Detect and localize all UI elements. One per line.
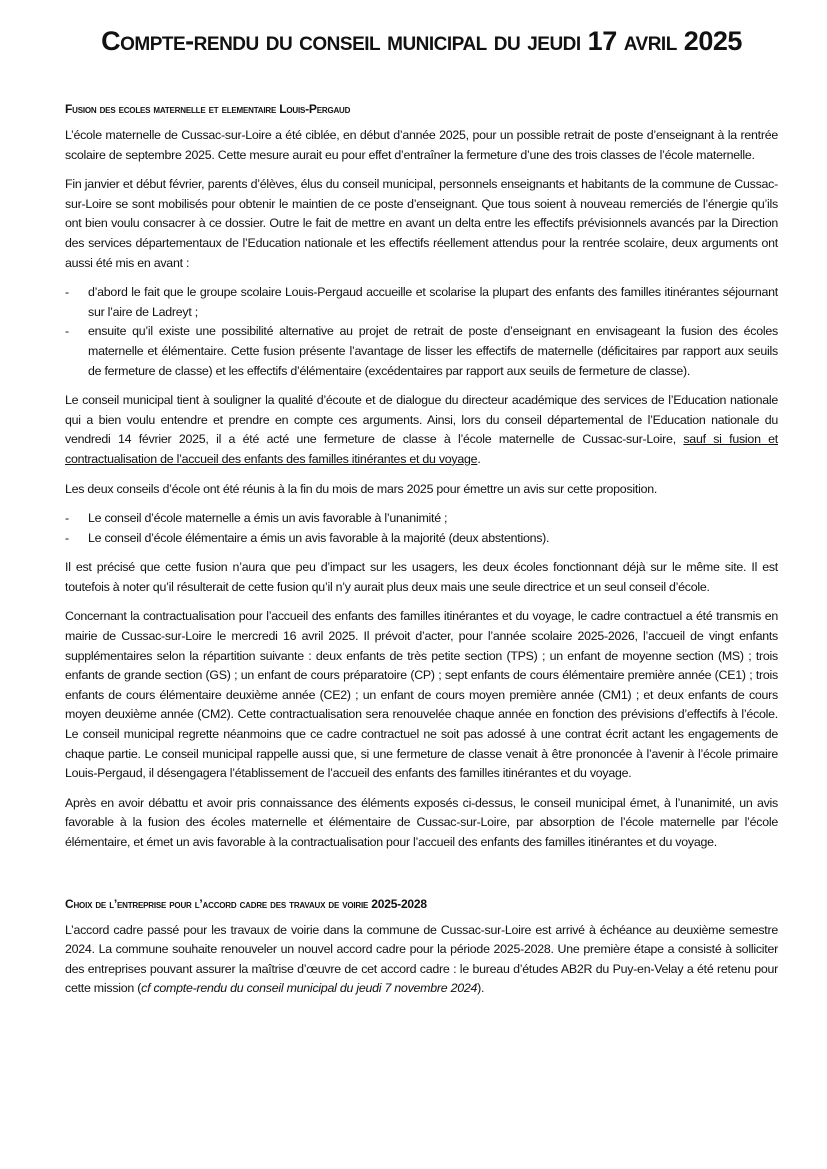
list-item [65,283,778,322]
list-item-text: Le conseil d’école maternelle a émis un avis favorable à l’unanimité ; [88,511,448,526]
dash-bullet: - [65,285,69,300]
section-road-works [65,897,778,999]
text: Le conseil municipal tient à souligner la qualité d’écoute et de dialogue du directeur académique des services de l’Education nationale qui a bien voulu entendre et prendre en compte ces arguments. Ainsi, lors du conseil départemental de l’Education nationale du vendredi 14 février 2025, il a été acté une fermeture de classe à l’école maternelle de Cussac-sur-Loire, [65,393,778,447]
text: ). [477,981,485,996]
list-item [65,529,778,549]
paragraph: Concernant la contractualisation pour l’accueil des enfants des familles itinérantes et du voyage, le cadre contractuel a été transmis en mairie de Cussac-sur-Loire le mercredi 16 avril 2025. Il prévoit d’acter, pour l’année scolaire 2025-2026, l’accueil de vingt enfants supplémentaires selon la répartition suivante : deux enfants de très petite section (TPS) ; un enfant de moyenne section (MS) ; trois enfants de grande section (GS) ; un enfant de cours préparatoire (CP) ; sept enfants de cours élémentaire première année (CE1) ; trois enfants de cours élémentaire deuxième année (CE2) ; un enfant de cours moyen première année (CM1) ; et deux enfants de cours moyen deuxième année (CM2). Cette contractualisation sera renouvelée chaque année en fonction des prévisions d’effectifs à l’école. Le conseil municipal regrette néanmoins que ce cadre contractuel ne soit pas adossé à une contrat écrit actant les engagements de chaque partie. Le conseil municipal rappelle aussi que, si une fermeture de classe venait à être prononcée à l’avenir à l’école primaire Louis-Pergaud, il désengagera l’établissement de l’accueil des enfants des familles itinérantes et du voyage. [65,609,778,781]
paragraph: Les deux conseils d’école ont été réunis à la fin du mois de mars 2025 pour émettre un avis sur cette proposition. [65,481,658,496]
list-item-text: d’abord le fait que le groupe scolaire Louis-Pergaud accueille et scolarise la plupart des enfants des familles itinérantes séjournant sur l’aire de Ladreyt ; [88,285,778,319]
paragraph: Il est précisé que cette fusion n’aura que peu d’impact sur les usagers, les deux écoles fonctionnant déjà sur le même site. Il est toutefois à noter qu’il résulterait de cette fusion qu’il n’y aurait plus deux mais une seule directrice et un seul conseil d’école. [65,560,778,594]
dash-bullet: - [65,324,69,339]
text: L’accord cadre passé pour les travaux de voirie dans la commune de Cussac-sur-Loire est arrivé à échéance au deuxième semestre 2024. La commune souhaite renouveler un nouvel accord cadre pour la période 2025-2028. Une première étape a consisté à solliciter des entreprises pouvant assurer la maîtrise d’œuvre de cet accord cadre : le bureau d’études AB2R du Puy-en-Velay a été retenu pour cette mission ( [65,922,778,996]
list-item-text: Le conseil d’école élémentaire a émis un avis favorable à la majorité (deux abstentions). [88,530,550,545]
list-item-text: ensuite qu’il existe une possibilité alternative au projet de retrait de poste d’enseignant en envisageant la fusion des écoles maternelle et élémentaire. Cette fusion présente l’avantage de lisser les effectifs de maternelle (déficitaires par rapport aux seuils de fermeture de classe) et les effectifs d’élémentaire (excédentaires par rapport aux seuils de fermeture de classe). [88,324,778,378]
underlined-text: sauf si fusion et contractualisation de l’accueil des enfants des familles itinérantes et du voyage [65,432,778,466]
paragraph [65,391,778,469]
paragraph: Après en avoir débattu et avoir pris connaissance des éléments exposés ci-dessus, le conseil municipal émet, à l’unanimité, un avis favorable à la fusion des écoles maternelle et élémentaire de Cussac-sur-Loire, par absorption de l’école maternelle par l’école élémentaire, et émet un avis favorable à la contractualisation pour l’accueil des enfants des familles itinérantes et du voyage. [65,795,778,849]
paragraph [65,921,778,999]
text: . [477,451,481,466]
italic-reference: cf compte-rendu du conseil municipal du jeudi 7 novembre 2024 [141,981,478,996]
list-item [65,322,778,381]
dash-bullet: - [65,511,69,526]
dash-bullet: - [65,530,69,545]
paragraph: Fin janvier et début février, parents d’élèves, élus du conseil municipal, personnels enseignants et habitants de la commune de Cussac-sur-Loire se sont mobilisés pour obtenir le maintien de ce poste d’enseignant. Que tous soient à nouveau remerciés de l’énergie qu’ils ont bien voulu consacrer à ce dossier. Outre le fait de mettre en avant un delta entre les effectifs prévisionnels avancés par la Direction des services départementaux de l’Education nationale et les effectifs réellement attendus pour la rentrée scolaire, deux arguments ont aussi été mis en avant : [65,177,778,270]
list-item [65,509,778,529]
section-heading: Choix de l’entreprise pour l’accord cadre des travaux de voirie 2025-2028 [65,896,427,911]
page-title: Compte-rendu du conseil municipal du jeudi 17 avril 2025 [101,26,742,56]
bullet-list [65,283,778,381]
section-school-merger [65,102,778,853]
paragraph: L’école maternelle de Cussac-sur-Loire a été ciblée, en début d’année 2025, pour un possible retrait de poste d’enseignant à la rentrée scolaire de septembre 2025. Cette mesure aurait eu pour effet d’entraîner la fermeture d’une des trois classes de l’école maternelle. [65,128,778,162]
section-heading: Fusion des ecoles maternelle et elementaire Louis-Pergaud [65,102,351,116]
bullet-list [65,509,778,548]
